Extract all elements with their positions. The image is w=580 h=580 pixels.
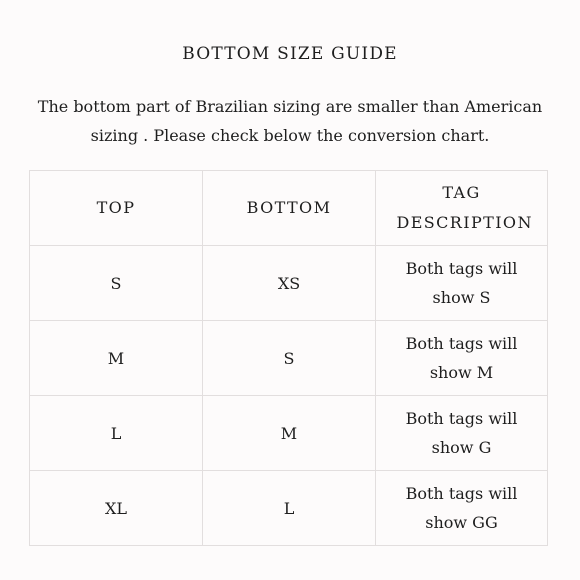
cell-tag-text: Both tags will show G bbox=[405, 409, 518, 457]
header-top: TOP bbox=[30, 171, 203, 246]
header-tag-description bbox=[376, 171, 548, 246]
cell-tag bbox=[376, 246, 548, 321]
header-bottom: BOTTOM bbox=[203, 171, 376, 246]
cell-tag-text: Both tags will show S bbox=[405, 259, 518, 307]
header-tag-description-label: TAG DESCRIPTION bbox=[396, 183, 533, 232]
cell-tag bbox=[376, 321, 548, 396]
cell-top: M bbox=[30, 321, 203, 396]
size-conversion-table bbox=[29, 170, 548, 546]
cell-bottom: S bbox=[203, 321, 376, 396]
table-row bbox=[30, 396, 548, 471]
cell-bottom: M bbox=[203, 396, 376, 471]
cell-top: S bbox=[30, 246, 203, 321]
cell-bottom: XS bbox=[203, 246, 376, 321]
cell-tag-text: Both tags will show GG bbox=[405, 484, 518, 532]
cell-top: XL bbox=[30, 471, 203, 546]
table-row bbox=[30, 321, 548, 396]
table-row bbox=[30, 246, 548, 321]
table-row bbox=[30, 471, 548, 546]
page-title: BOTTOM SIZE GUIDE bbox=[182, 44, 398, 64]
table-header-row bbox=[30, 171, 548, 246]
cell-tag bbox=[376, 471, 548, 546]
cell-tag bbox=[376, 396, 548, 471]
cell-top: L bbox=[30, 396, 203, 471]
intro-paragraph: The bottom part of Brazilian sizing are smaller than American sizing . Please check below the conversion chart. bbox=[37, 97, 543, 145]
cell-bottom: L bbox=[203, 471, 376, 546]
cell-tag-text: Both tags will show M bbox=[405, 334, 518, 382]
